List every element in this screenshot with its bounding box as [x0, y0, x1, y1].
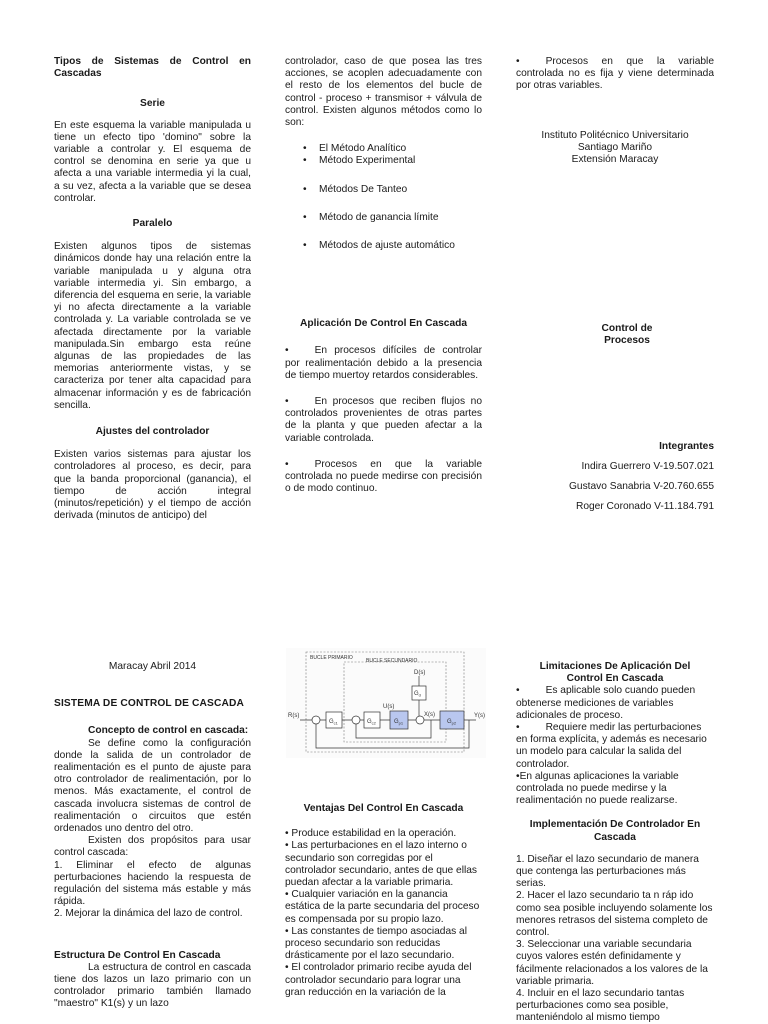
panel-bottom-right	[516, 661, 714, 1024]
date-line: Maracay Abril 2014	[108, 661, 197, 672]
heading-concepto: Concepto de control en cascada:	[88, 725, 249, 737]
member-name: Indira Guerrero V-19.507.021	[581, 460, 714, 472]
paragraph-metodos-intro: controlador, caso de que posea las tres acciones, se acoplen adecuadamente con el resto de los elementos del bucle de control - proceso + transmisor + válvula de control. Existen algunos métodos como lo son:	[285, 56, 482, 129]
bucle-primario-label: BUCLE PRIMARIO	[310, 655, 353, 661]
d-signal-label: D(s)	[414, 670, 426, 676]
paragraph-serie: En este esquema la variable manipulada u tiene un efecto tipo 'domino" sobre la variable a controlar y. El esquema de control se denomina en serie ya que u afecta a una variable intermedia yi la cual, a su vez, afecta a la variable que se desea controlar.	[54, 119, 251, 204]
aplicacion-item: • Procesos en que la variable controlada no puede medirse con precisión o de modo continuo.	[285, 458, 482, 495]
aplicacion-item: • En procesos difíciles de controlar por realimentación debido a la presencia de tiempo muertoy retardos considerables.	[285, 345, 482, 381]
u-signal-label: U(s)	[383, 704, 395, 710]
aplicacion-item: • Procesos en que la variable controlada no es fija y viene determinada por otras variables.	[516, 56, 714, 92]
heading-ventajas: Ventajas Del Control En Cascada	[303, 803, 464, 814]
svg-text:Gc1: $G_{c1}$	[329, 719, 338, 726]
x-signal-label: X(s)	[424, 712, 435, 718]
institution-name: Santiago Mariño	[577, 141, 653, 153]
proposito-item: 1. Eliminar el efecto de algunas perturbaciones haciendo la respuesta de regulación del sistema más estable y más rápida.	[54, 859, 251, 908]
list-item: • Método Experimental	[303, 155, 416, 167]
cover-title: Procesos	[604, 335, 650, 347]
paragraph-estructura: La estructura de control en cascada tiene dos lazos un lazo primario con un controlador primario también llamado "maestro" K1(s) y un lazo	[54, 961, 251, 1010]
proposito-item: 2. Mejorar la dinámica del lazo de control.	[54, 908, 243, 920]
cover-title: Control de	[601, 323, 653, 335]
sum-junction-primary	[312, 716, 320, 724]
limitacion-item: • Requiere medir las perturbaciones en forma explícita, y además es necesario un modelo para calcular la salida del controlador.	[516, 722, 707, 770]
list-item: • Métodos de ajuste automático	[303, 240, 455, 252]
svg-text:Gd: $G_d$	[414, 691, 421, 698]
heading-estructura: Estructura De Control En Cascada	[54, 949, 221, 961]
svg-text:Gc2: $G_{c2}$	[367, 719, 376, 726]
metodos-list	[285, 143, 482, 252]
panel-top-left	[54, 56, 251, 536]
heading-aplicacion: Aplicación De Control En Cascada	[300, 318, 467, 330]
heading-limitaciones: Limitaciones De Aplicación Del Control En Cascada	[539, 661, 691, 685]
limitacion-item: • Es aplicable solo cuando pueden obtenerse mediciones de variables adicionales de proceso.	[516, 685, 696, 721]
paragraph-ventajas: • Produce estabilidad en la operación. • Las perturbaciones en el lazo interno o secundario son corregidas por el controlador secundario, antes de que ellas puedan afectar a la variable primaria. • Cualquier variación en la ganancia estática de la parte secundaria del proceso es compensada por su propio lazo. • Las constantes de tiempo asociadas al proceso secundario son reducidas drásticamente por el lazo secundario. • El controlador primario recibe ayuda del controlador secundario para lograr una gran reducción en la variación de la	[285, 828, 480, 998]
member-name: Gustavo Sanabria V-20.760.655	[569, 481, 714, 493]
institution-campus: Extensión Maracay	[571, 154, 659, 166]
paragraph-ajustes: Existen varios sistemas para ajustar los controladores al proceso, es decir, para que la banda proporcional (ganancia), el tiempo de acción integral (minutos/repetición) y el tiempo de acción derivada (minutos de anticipo) del	[54, 449, 251, 522]
sum-junction-secondary	[352, 716, 360, 724]
heading-ajustes: Ajustes del controlador	[95, 426, 210, 438]
institution-name: Instituto Politécnico Universitario	[541, 129, 689, 141]
svg-text:Gp1: $G_{p1}$	[394, 719, 404, 726]
r-signal-label: R(s)	[288, 713, 300, 719]
panel-top-right	[516, 56, 714, 526]
sum-junction-disturbance	[416, 716, 424, 724]
cascade-block-diagram	[286, 648, 486, 758]
limitacion-item: •En algunas aplicaciones la variable controlada no puede medirse y la realimentación no puede realizarse.	[516, 770, 679, 807]
main-title: SISTEMA DE CONTROL DE CASCADA	[54, 698, 244, 710]
member-name: Roger Coronado V-11.184.791	[575, 501, 714, 513]
y-signal-label: Y(s)	[474, 713, 485, 719]
bucle-secundario-label: BUCLE SECUNDARIO	[366, 658, 418, 664]
list-item: • El Método Analítico	[303, 143, 407, 155]
panel-bottom-middle	[285, 803, 482, 1024]
aplicacion-item: • En procesos que reciben flujos no controlados provenientes de otras partes de la planta y que pueden afectar a la variable controlada.	[285, 396, 482, 444]
paragraph-propositos: Existen dos propósitos para usar control cascada:	[54, 835, 251, 859]
paragraph-implementacion: 1. Diseñar el lazo secundario de manera que contenga las perturbaciones más serias. 2. Hacer el lazo secundario ta n ráp ido como sea posible incluyendo solamente los menores retrasos del sistema completo de control. 3. Seleccionar una variable secundaria cuyos valores estén definidamente y fácilmente relacionados a los valores de la variable primaria. 4. Incluir en el lazo secundario tantas perturbaciones como sea posible, manteniéndolo al mismo tiempo	[516, 853, 713, 1024]
heading-serie: Serie	[140, 98, 165, 110]
paragraph-paralelo: Existen algunos tipos de sistemas dinámicos donde hay una relación entre la variable manipulada u y alguna otra variable intermedia yi. Sin embargo, a diferencia del esquema en serie, la variable yi no afecta directamente a la variable controlada y. La variable controlada se ve afectada directamente por la variable manipulada.Sin embargo esta reúne algunas de las propiedades de las memorias anteriormente vistas, y se caracteriza por tener alta capacidad para almacenar información y es de fabricación sencilla.	[54, 241, 251, 411]
heading-implementacion: Implementación De Controlador En Cascada	[529, 819, 701, 843]
heading-integrantes: Integrantes	[659, 440, 714, 452]
heading-paralelo: Paralelo	[132, 218, 173, 230]
panel-bottom-left	[54, 661, 251, 1024]
section-title-tipos: Tipos de Sistemas de Control en Cascadas	[54, 56, 251, 80]
list-item: • Métodos De Tanteo	[303, 183, 408, 195]
svg-text:Gp2: $G_{p2}$	[447, 719, 457, 726]
panel-top-middle	[285, 56, 482, 516]
paragraph-concepto: Se define como la configuración donde la salida de un controlador de realimentación es el punto de ajuste para otro controlador de realimentación, por lo menos. Más exactamente, el control de cascada involucra sistemas de control de realimentación o circuitos que estén ordenados uno dentro del otro.	[54, 737, 251, 835]
list-item: • Método de ganancia límite	[303, 211, 439, 223]
